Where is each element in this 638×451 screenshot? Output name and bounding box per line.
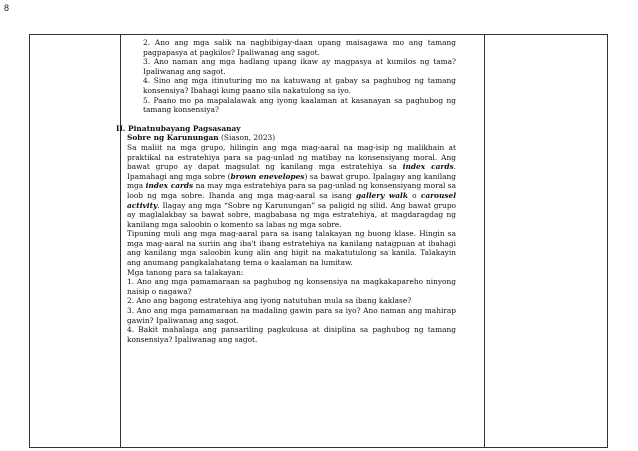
emphasis-carousel-activity: carousel activity	[127, 190, 456, 210]
question-item: 3. Ano naman ang mga hadlang upang ikaw ay magpasya at kumilos ng tama? Ipaliwanag ang sagot.	[143, 57, 456, 76]
emphasis-index-cards-2: index cards	[145, 181, 194, 191]
lesson-content	[116, 38, 456, 344]
discussion-paragraph: Tipuning muli ang mga mag-aaral para sa isang talakayan ng buong klase. Hingin sa mga mag-aaral na suriin ang iba't ibang estratehiya na kanilang natagpuan at ibahagi ang kanilang mga saloobin kung alin ang higit na makatutulong sa kanila. Talakayin ang anumang pangkalahatang tema o kaalaman na lumitaw.	[127, 229, 456, 268]
question-item: 2. Ano ang mga salik na nagbibigay-daan upang maisagawa mo ang tamang pagpapasya at pagkilos? Ipaliwanag ang sagot.	[143, 38, 456, 57]
activity-title: Sobre ng Karunungan	[127, 133, 219, 143]
emphasis-brown-envelopes: brown enevelopes	[230, 171, 305, 181]
activity-title-line	[116, 133, 456, 143]
discussion-question: 3. Ano ang mga pamamaraan na madaling gawin para sa iyo? Ano naman ang mahirap gawin? Ipaliwanag ang sagot.	[127, 306, 456, 325]
emphasis-index-cards: index cards	[402, 162, 454, 172]
question-item: 5. Paano mo pa mapalalawak ang iyong kaalaman at kasanayan sa paghubog ng tamang konsensiya?	[143, 95, 456, 115]
activity-instructions: Sa maliit na mga grupo, hilingin ang mga mag-aaral na mag-isip ng malikhain at praktikal na estratehiya para sa pag-unlad ng matibay na konsensiyang moral. Ang bawat grupo ay dapat magsulat ng kanilang mga estratehiya sa index cards. Ipamahagi ang mga sobre (brown enevelopes) sa bawat grupo. Ipalagay ang kanilang mga index cards na may mga estratehiya para sa pag-unlad ng konsensiyang moral sa loob ng mga sobre. Ihanda ang mga mag-aaral sa isang gallery walk o carousel activity. Ilagay ang mga “Sobre ng Karunungan” sa paligid ng silid. Ang bawat grupo ay maglalakbay sa bawat sobre, magbabasa ng mga estratehiya, at magdaragdag ng kanilang mga saloobin o komento sa labas ng mga sobre.	[127, 142, 457, 229]
discussion-question: 1. Ano ang mga pamamaraan sa paghubog ng konsensiya na magkakapareho ninyong naisip o nagawa?	[127, 277, 456, 296]
activity-source: (Siason, 2023)	[218, 133, 276, 143]
discussion-question: 2. Ano ang bagong estratehiya ang iyong natutuhan mula sa ibang kaklase?	[127, 296, 412, 306]
page-number: 8	[4, 3, 10, 13]
question-item: 4. Sino ang mga itinuturing mo na katuwang at gabay sa paghubog ng tamang konsensiya? Ibahagi kung paano sila nakatulong sa iyo.	[143, 76, 456, 95]
emphasis-gallery-walk: gallery walk	[355, 190, 408, 200]
column-divider-right	[484, 35, 485, 447]
discussion-question: 4. Bakit mahalaga ang pansariling pagkukusa at disiplina sa paghubog ng tamang konsensiya? Ipaliwanag ang sagot.	[127, 325, 456, 344]
section-heading: II. Pinatnubayang Pagsasanay	[116, 123, 241, 133]
discussion-questions-label: Mga tanong para sa talakayan:	[127, 267, 244, 277]
